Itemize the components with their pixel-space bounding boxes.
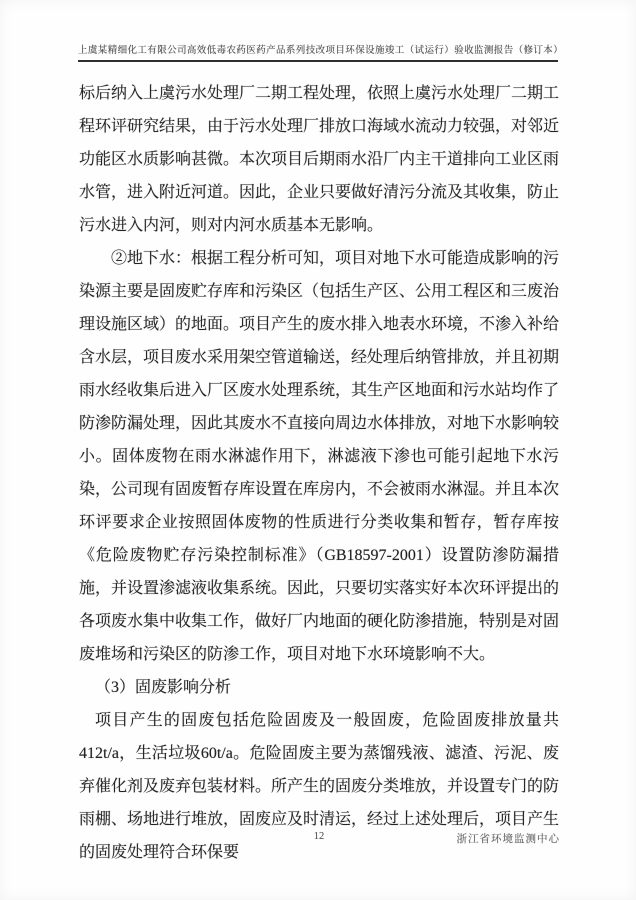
paragraph-surface-water-continued: 标后纳入上虞污水处理厂二期工程处理，依照上虞污水处理厂二期工程环评研究结果，由于污水处理厂排放口海域水流动力较强，对邻近功能区水质影响甚微。本次项目后期雨水沿厂内主干道排向工业区雨水管，进入附近河道。因此，企业只要做好清污分流及其收集，防止污水进入内河，则对内河水质基本无影响。 xyxy=(79,85,560,234)
section-heading-solid-waste: （3）固废影响分析 xyxy=(95,679,232,696)
paragraph-solid-waste-analysis: 项目产生的固废包括危险固废及一般固废，危险固废排放量共412t/a，生活垃圾60t/a。危险固废主要为蒸馏残液、滤渣、污泥、废弃催化剂及废弃包装材料。所产生的固废分类堆放，并设置专门的防雨棚、场地进行堆放，固废应及时清运，经过上述处理后，项目产生的固废处理符合环保要 xyxy=(79,712,560,861)
page-number: 12 xyxy=(313,831,325,842)
paragraph-groundwater-analysis: ②地下水：根据工程分析可知，项目对地下水可能造成影响的污染源主要是固废贮存库和污染区（包括生产区、公用工程区和三废治理设施区域）的地面。项目产生的废水排入地表水环境，不渗入补给含水层，项目废水采用架空管道输送，经处理后纳管排放，并且初期雨水经收集后进入厂区废水处理系统，其生产区地面和污水站均作了防渗防漏处理，因此其废水不直接向周边水体排放，对地下水影响较小。固体废物在雨水淋滤作用下，淋滤液下渗也可能引起地下水污染，公司现有固废暂存库设置在库房内，不会被雨水淋湿。并且本次环评要求企业按照固体废物的性质进行分类收集和暂存，暂存库按《危险废物贮存污染控制标准》（GB18597-2001）设置防渗防漏措施，并设置渗滤液收集系统。因此，只要切实落实好本次环评提出的各项废水集中收集工作，做好厂内地面的硬化防渗措施，特别是对固废堆场和污染区的防渗工作，项目对地下水环境影响不大。 xyxy=(79,250,560,663)
page-header xyxy=(78,42,564,62)
document-body xyxy=(79,77,559,869)
running-header-title: 上虞某精细化工有限公司高效低毒农药医药产品系列技改项目环保设施竣工（试运行）验收监测报告（修订本） xyxy=(78,46,564,56)
page-footer xyxy=(78,831,560,847)
footer-agency-name: 浙江省环境监测中心 xyxy=(456,834,560,845)
